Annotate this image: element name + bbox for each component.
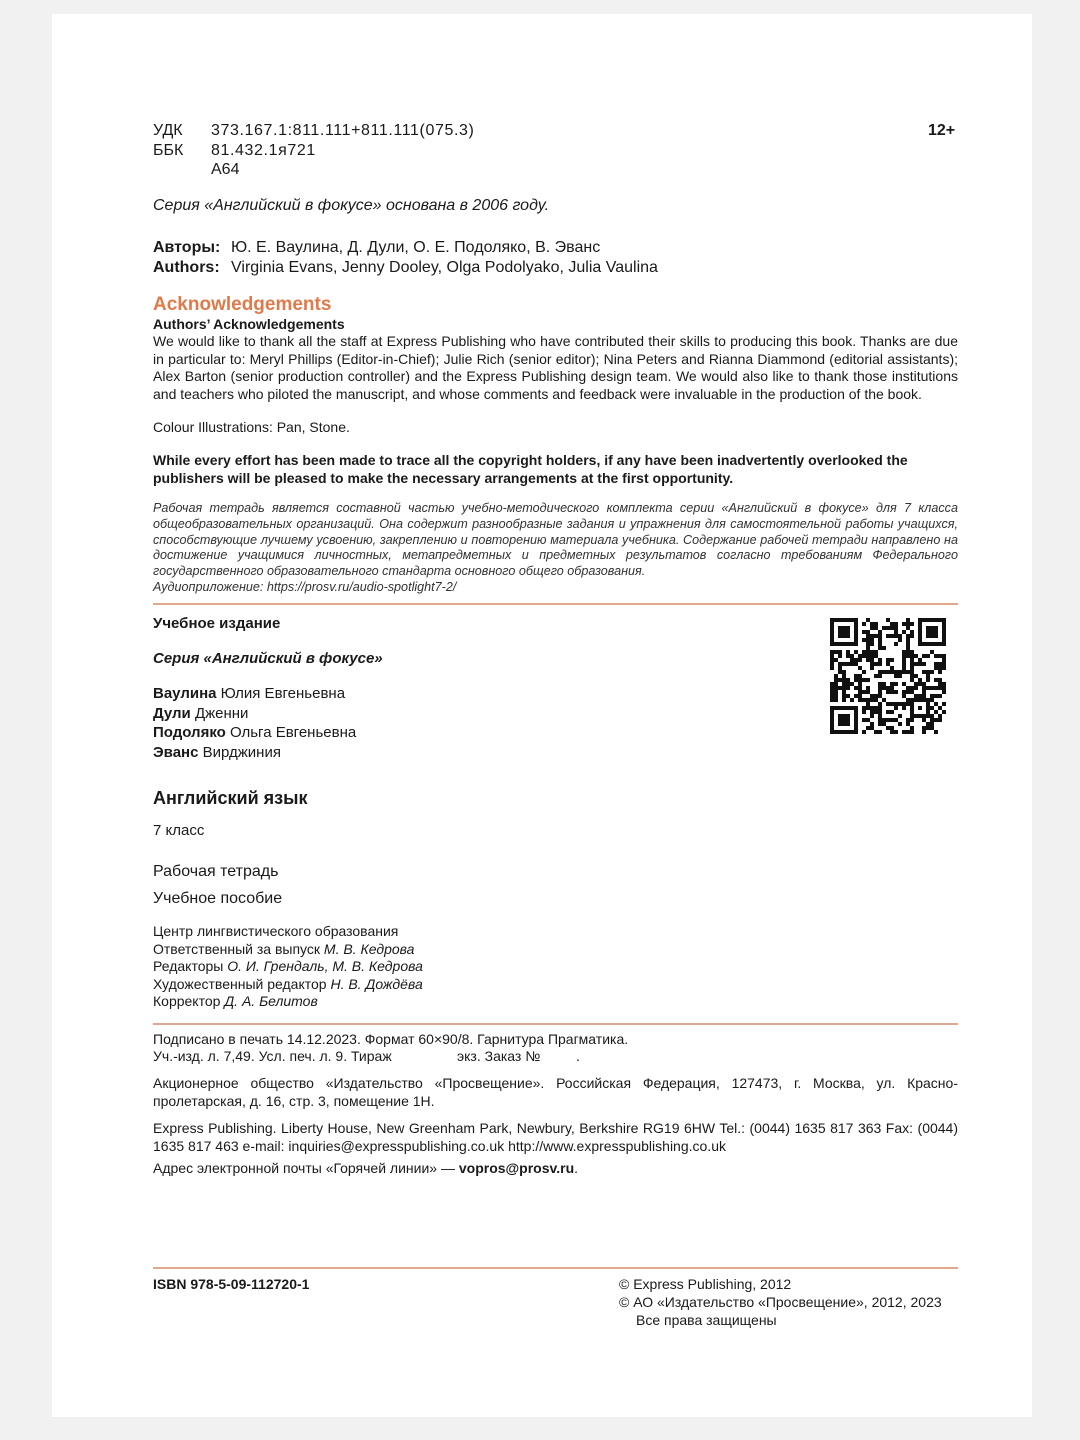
author-surname: Подоляко	[153, 724, 226, 741]
edition-author-1	[153, 685, 345, 703]
imprint-sheets: Уч.-изд. л. 7,49. Усл. печ. л. 9. Тираж	[153, 1048, 392, 1064]
subject-title: Английский язык	[153, 788, 308, 808]
credit-label: Корректор	[153, 993, 221, 1009]
author-name: Юлия Евгеньевна	[220, 685, 346, 702]
authors-ru-label: Авторы:	[153, 239, 221, 256]
copyright-prosv: © АО «Издательство «Просвещение», 2012, 2023	[619, 1294, 942, 1310]
rights-reserved: Все права защищены	[636, 1312, 777, 1328]
credits-center: Центр лингвистического образования	[153, 923, 399, 939]
acknowledgements-title: Acknowledgements	[153, 294, 332, 315]
author-name: Дженни	[194, 705, 249, 722]
hotline-label: Адрес электронной почты «Горячей линии» —	[153, 1160, 455, 1176]
copyright-express: © Express Publishing, 2012	[619, 1276, 792, 1292]
illustrations-credit: Colour Illustrations: Pan, Stone.	[153, 419, 350, 435]
udk-label: УДК	[153, 122, 183, 139]
edition-author-4	[153, 744, 281, 762]
author-surname: Эванс	[153, 744, 199, 761]
qr-code[interactable]	[830, 618, 946, 734]
udk-value: 373.167.1:811.111+811.111(075.3)	[211, 122, 475, 139]
qr-code-graphic	[830, 618, 946, 734]
divider	[153, 1023, 958, 1025]
publisher-en: Express Publishing. Liberty House, New Greenham Park, Newbury, Berkshire RG19 6HW Tel.: (0044) 1635 817 363 Fax: (0044) 1635 817 463 e-mail: inquiries@expresspublishing.co.uk http://www.expresspublishing.co.uk	[153, 1120, 958, 1154]
bbk-value: 81.432.1я721	[211, 142, 316, 159]
divider	[153, 603, 958, 605]
credit-name: М. В. Кедрова	[323, 941, 415, 957]
hotline-email[interactable]: vopros@prosv.ru	[458, 1160, 575, 1176]
workbook-description: Рабочая тетрадь является составной частью учебно-методического комплекта серии «Английский в фокусе» для 7 класса общеобразовательных организаций. Она содержит разнообразные задания и упражнения для самостоятельной работы учащихся, способствующие лучшему усвоению, закреплению и повторению материала учебника. Содержание рабочей тетради направлено на достижение учащимися личностных, метапредметных и предметных результатов согласно требованиям Федерального государственного образовательного стандарта основного общего образования.	[153, 501, 958, 579]
imprint-signed: Подписано в печать 14.12.2023. Формат 60×90/8. Гарнитура Прагматика.	[153, 1031, 629, 1047]
publisher-ru: Акционерное общество «Издательство «Просвещение». Российская Федерация, 127473, г. Москва, ул. Краснопролетарская, д. 16, стр. 3, помещение 1Н.	[153, 1075, 958, 1109]
authors-en-label: Authors:	[153, 259, 220, 276]
imprint-copies: экз. Заказ №	[457, 1048, 541, 1064]
copyright-notice: While every effort has been made to trace all the copyright holders, if any have been inadvertently overlooked the publishers will be pleased to make the necessary arrangements at the first opportunity.	[153, 452, 908, 486]
credit-label: Редакторы	[153, 958, 224, 974]
series-note: Серия «Английский в фокусе» основана в 2006 году.	[153, 197, 550, 214]
book-type: Рабочая тетрадь	[153, 863, 279, 880]
author-name: Ольга Евгеньевна	[229, 724, 357, 741]
credits-proofreader	[153, 993, 318, 1011]
credit-label: Ответственный за выпуск	[153, 941, 321, 957]
edition-author-3	[153, 724, 356, 742]
age-rating: 12+	[928, 122, 956, 139]
credits-editors	[153, 958, 423, 976]
audio-link[interactable]: Аудиоприложение: https://prosv.ru/audio-spotlight7-2/	[153, 580, 457, 594]
credit-name: Н. В. Дождёва	[330, 976, 423, 992]
bbk-label: ББК	[153, 142, 184, 159]
edition-series: Серия «Английский в фокусе»	[153, 650, 383, 667]
credit-label: Художественный редактор	[153, 976, 327, 992]
credits-responsible	[153, 941, 414, 959]
edition-type: Учебное издание	[153, 615, 281, 632]
hotline	[153, 1160, 578, 1178]
authors-en-names: Virginia Evans, Jenny Dooley, Olga Podolyako, Julia Vaulina	[231, 259, 658, 276]
hotline-end: .	[574, 1160, 579, 1176]
author-surname: Дули	[153, 705, 191, 722]
authors-ru-names: Ю. Е. Ваулина, Д. Дули, О. Е. Подоляко, В. Эванс	[231, 239, 601, 256]
acknowledgements-subtitle: Authors’ Acknowledgements	[153, 316, 345, 332]
divider	[153, 1267, 958, 1269]
acknowledgements-body: We would like to thank all the staff at Express Publishing who have contributed their skills to producing this book. Thanks are due in particular to: Meryl Phillips (Editor-in-Chief); Julie Rich (senior editor); Nina Peters and Rianna Diammond (editorial assistants); Alex Barton (senior production controller) and the Express Publishing design team. We would also like to thank those institutions and teachers who piloted the manuscript, and whose comments and feedback were invaluable in the production of the book.	[153, 333, 958, 402]
edition-author-2	[153, 705, 248, 723]
book-kind: Учебное пособие	[153, 890, 283, 907]
credit-name: О. И. Грендаль, М. В. Кедрова	[227, 958, 423, 974]
isbn: ISBN 978-5-09-112720-1	[153, 1276, 310, 1292]
credit-name: Д. А. Белитов	[224, 993, 318, 1009]
imprint-period: .	[576, 1048, 580, 1064]
author-code: А64	[211, 161, 240, 178]
author-name: Вирджиния	[202, 744, 281, 761]
author-surname: Ваулина	[153, 685, 217, 702]
grade: 7 класс	[153, 822, 205, 839]
credits-art-editor	[153, 976, 423, 994]
